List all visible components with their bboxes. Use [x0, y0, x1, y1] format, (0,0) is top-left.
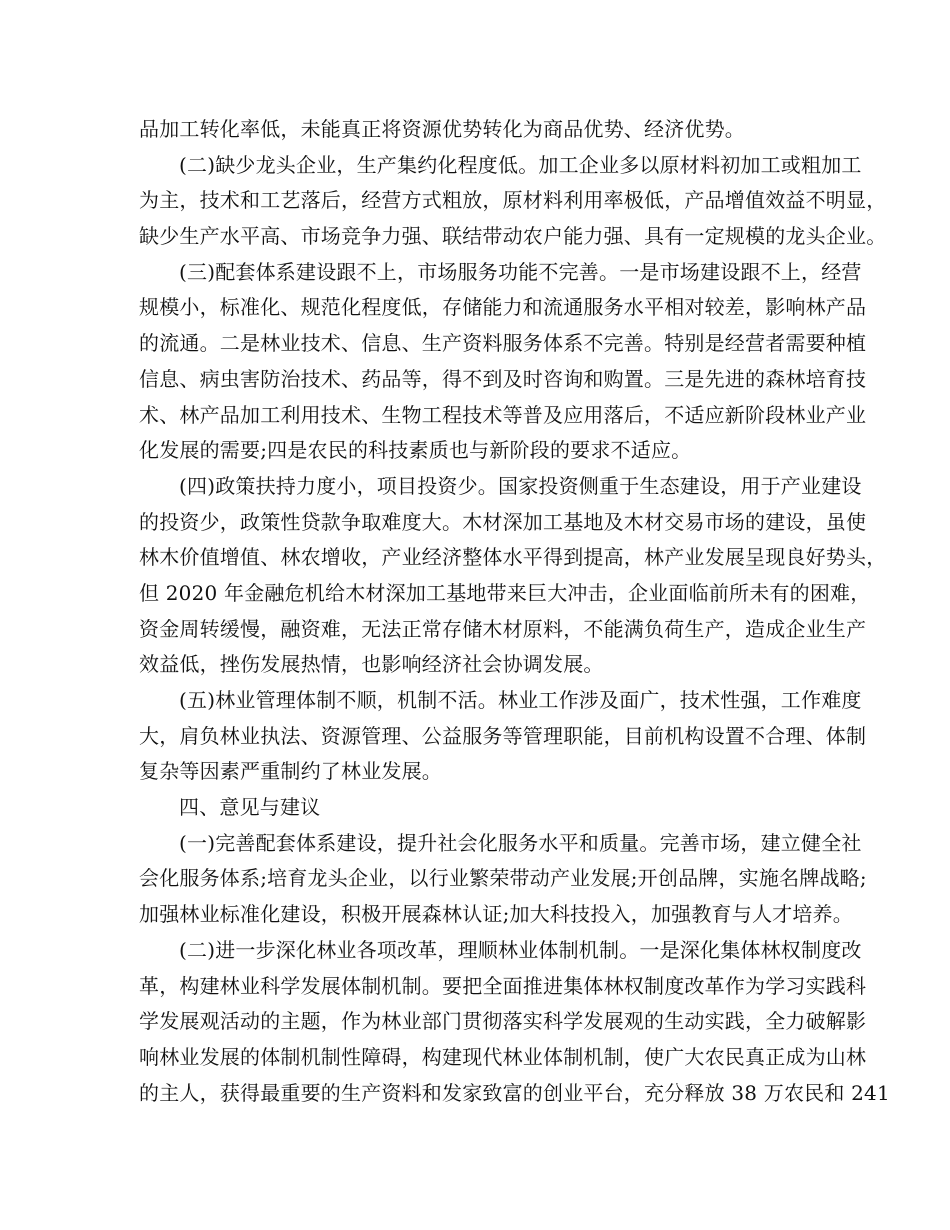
text-line: 效益低，挫伤发展热情，也影响经济社会协调发展。 — [139, 652, 604, 677]
text-line: 林木价值增值、林农增收，产业经济整体水平得到提高，林产业发展呈现良好势头， — [139, 545, 887, 570]
text-line: 会化服务体系;培育龙头企业，以行业繁荣带动产业发展;开创品牌，实施名牌战略; — [139, 866, 867, 891]
text-line: 四、意见与建议 — [179, 795, 321, 820]
text-line: (一)完善配套体系建设，提升社会化服务水平和质量。完善市场，建立健全社 — [179, 830, 862, 855]
text-line: 信息、病虫害防治技术、药品等，得不到及时咨询和购置。三是先进的森林培育技 — [139, 366, 867, 391]
body-text — [139, 112, 890, 1111]
text-line: 资金周转缓慢，融资难，无法正常存储木材原料，不能满负荷生产，造成企业生产 — [139, 616, 867, 641]
text-line: 响林业发展的体制机制性障碍，构建现代林业体制机制，使广大农民真正成为山林 — [139, 1044, 867, 1069]
text-line: 但 2020 年金融危机给木材深加工基地带来巨大冲击，企业面临前所未有的困难， — [139, 580, 871, 605]
text-line: (五)林业管理体制不顺，机制不活。林业工作涉及面广，技术性强，工作难度 — [179, 688, 862, 712]
text-line: 化发展的需要;四是农民的科技素质也与新阶段的要求不适应。 — [139, 438, 692, 463]
text-line: 术、林产品加工利用技术、生物工程技术等普及应用落后，不适应新阶段林业产业 — [139, 402, 867, 427]
text-line: (四)政策扶持力度小，项目投资少。国家投资侧重于生态建设，用于产业建设 — [179, 473, 862, 498]
text-line: 学发展观活动的主题，作为林业部门贯彻落实科学发展观的生动实践，全力破解影 — [139, 1009, 867, 1034]
text-line: 的主人，获得最重要的生产资料和发家致富的创业平台，充分释放 38 万农民和 241 — [139, 1080, 890, 1105]
text-line: (二)进一步深化林业各项改革，理顺林业体制机制。一是深化集体林权制度改 — [179, 937, 862, 962]
text-line: 加强林业标准化建设，积极开展森林认证;加大科技投入，加强教育与人才培养。 — [139, 902, 853, 927]
text-line: 缺少生产水平高、市场竞争力强、联结带动农户能力强、具有一定规模的龙头企业。 — [139, 224, 887, 249]
text-line: (三)配套体系建设跟不上，市场服务功能不完善。一是市场建设跟不上，经营 — [179, 259, 862, 284]
text-line: 规模小，标准化、规范化程度低，存储能力和流通服务水平相对较差，影响林产品 — [139, 295, 867, 320]
text-line: 复杂等因素严重制约了林业发展。 — [139, 759, 442, 784]
text-line: 大，肩负林业执法、资源管理、公益服务等管理职能，目前机构设置不合理、体制 — [139, 723, 867, 748]
text-line: 为主，技术和工艺落后，经营方式粗放，原材料利用率极低，产品增值效益不明显， — [139, 188, 887, 213]
text-line: (二)缺少龙头企业，生产集约化程度低。加工企业多以原材料初加工或粗加工 — [179, 152, 862, 177]
text-line: 革，构建林业科学发展体制机制。要把全面推进集体林权制度改革作为学习实践科 — [139, 973, 867, 998]
text-line: 的流通。二是林业技术、信息、生产资料服务体系不完善。特别是经营者需要种植 — [139, 331, 867, 356]
text-line: 品加工转化率低，未能真正将资源优势转化为商品优势、经济优势。 — [139, 117, 745, 141]
text-line: 的投资少，政策性贷款争取难度大。木材深加工基地及木材交易市场的建设，虽使 — [139, 509, 867, 534]
